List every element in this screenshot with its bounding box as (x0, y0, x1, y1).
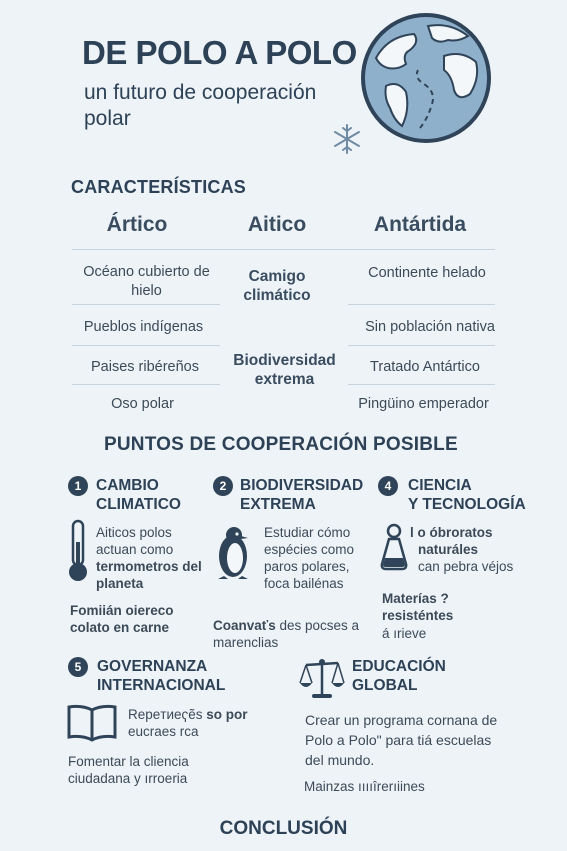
table-divider (72, 249, 495, 250)
point-title: EXTREMA (240, 496, 316, 513)
antarctica-cell: Tratado Antártico (370, 359, 480, 375)
point-title: CAMBIO (96, 477, 159, 494)
table-divider (348, 384, 495, 385)
point-extra-text: des pocses a marenclias (213, 618, 360, 650)
point-extra-bold: Coanvaťs (213, 618, 276, 633)
scales-icon (298, 657, 346, 699)
column-header-antarctica: Antártida (373, 213, 467, 236)
thermometer-icon (64, 518, 92, 584)
point-number: 2 (213, 476, 233, 496)
features-heading: CARACTERÍSTICAS (71, 177, 247, 197)
table-divider (348, 345, 495, 346)
point-title: GOVERNANZA (97, 658, 208, 675)
book-icon (66, 704, 118, 742)
point-text (128, 706, 268, 723)
middle-cell: Biodiversidad extrema (233, 352, 336, 388)
arctic-cell: Océano cubierto de hielo (83, 264, 210, 299)
page-title: DE POLO A POLO (82, 34, 357, 71)
table-divider (72, 384, 220, 385)
point-text: Estudiar cómo espécies como paros polares, foca bailénas (264, 525, 355, 591)
antarctica-cell: Pingüino emperador (358, 396, 489, 412)
column-header-middle: Aitico (247, 213, 307, 236)
point-extra: Materías ? resisténtes (382, 591, 454, 623)
point-title: Y TECNOLOGÍA (408, 496, 526, 513)
point-number: 4 (378, 476, 398, 496)
cooperation-heading: PUNTOS DE COOPERACIÓN POSIBLE (104, 434, 458, 455)
point-text-bold: termometros del planeta (96, 559, 202, 591)
conclusion-heading: CONCLUSIÓN (219, 818, 348, 839)
point-text: l o óbroratos (410, 525, 493, 540)
arctic-cell: Oso polar (111, 396, 174, 412)
penguin-icon (214, 524, 252, 580)
point-text: Crear un programa cornana de Polo a Polo" para tiá escuelas del mundo. (305, 712, 498, 768)
point-extra (213, 617, 363, 651)
point-title: INTERNACIONAL (97, 677, 226, 694)
arctic-cell: Paises ribéreños (91, 359, 199, 375)
page-subtitle: un futuro de cooperación polar (84, 81, 317, 130)
point-text-bold: so por (202, 707, 248, 722)
point-text-part: Repeтиеҁẽs (128, 707, 203, 722)
column-header-arctic: Ártico (106, 213, 168, 236)
point-text: can pebra véjos (418, 559, 514, 574)
table-divider (72, 304, 220, 305)
point-extra: Mainzas ııııȋrerıiines (304, 779, 425, 794)
point-title: GLOBAL (352, 677, 418, 694)
point-number: 5 (68, 657, 88, 677)
point-number: 1 (68, 476, 88, 496)
flask-icon (378, 522, 410, 572)
antarctica-cell: Continente helado (368, 265, 486, 281)
point-title: CIENCIA (408, 477, 472, 494)
point-extra: á ırieve (382, 626, 427, 641)
point-title: CLIMATICO (96, 496, 181, 513)
point-text: naturáles (418, 542, 479, 557)
point-extra: Fomentar la cliencia ciudadana y ırroeria (68, 754, 189, 786)
snowflake-icon (330, 122, 364, 156)
point-text: eucraes rca (128, 724, 199, 739)
point-title: BIODIVERSIDAD (240, 477, 364, 494)
point-text: Aiticos polos actuan como (96, 525, 174, 557)
antarctica-cell: Sin población nativa (365, 319, 495, 335)
table-divider (348, 304, 495, 305)
point-extra: Fomiián oiereco colato en carne (70, 603, 174, 635)
globe-icon (358, 10, 494, 146)
arctic-cell: Pueblos indígenas (83, 319, 204, 335)
point-title: EDUCACIÓN (352, 658, 446, 675)
middle-cell: Camigo climático (243, 268, 311, 304)
table-divider (72, 345, 220, 346)
